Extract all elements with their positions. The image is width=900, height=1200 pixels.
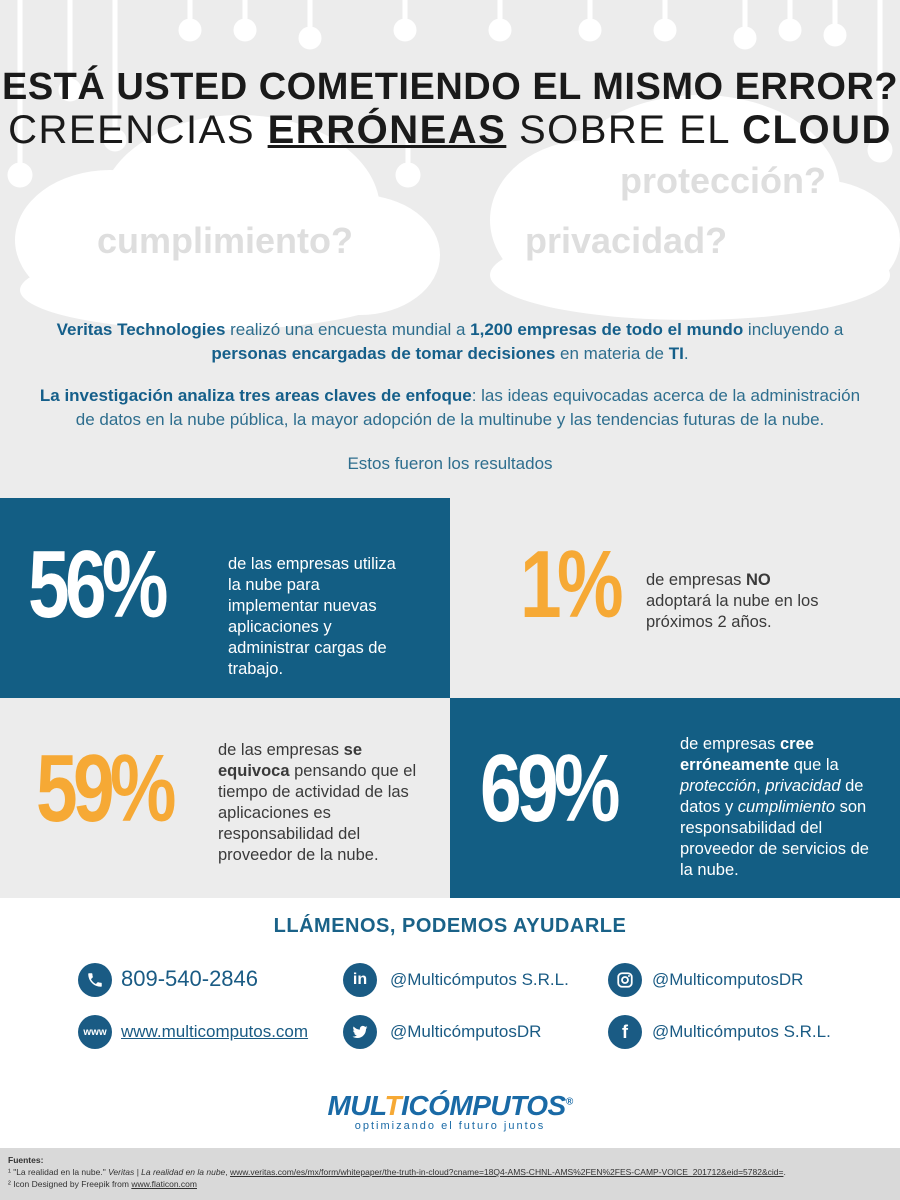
hero-section — [0, 0, 900, 500]
stat-text-part: de datos y — [680, 777, 864, 816]
stat-text-part: de empresas — [646, 571, 746, 589]
stat-text-italic: protección — [680, 777, 757, 795]
facebook-icon[interactable] — [608, 1015, 642, 1049]
subtitle-emphasis: ERRÓNEAS — [267, 108, 507, 152]
twitter-handle[interactable]: @MulticómputosDR — [390, 1022, 542, 1041]
twitter-icon[interactable] — [343, 1015, 377, 1049]
intro-text: Veritas Technologies — [56, 320, 226, 339]
stat-text-emphasis: NO — [745, 571, 771, 589]
stat-text-part: de las empresas — [218, 741, 344, 759]
intro-text: La investigación analiza tres areas claves de enfoque — [39, 386, 472, 405]
intro-text: en materia de — [555, 344, 669, 363]
source-link[interactable]: www.flaticon.com — [131, 1179, 197, 1189]
page-title: ESTÁ USTED COMETIENDO EL MISMO ERROR? — [1, 66, 899, 108]
stat-panel-59 — [0, 698, 450, 898]
stat-text-part: , — [756, 777, 766, 795]
stat-text-part: adoptará la nube en los próximos 2 años. — [646, 592, 819, 631]
stat-panel-1 — [450, 498, 900, 698]
page-subtitle — [0, 108, 900, 153]
intro-text: personas encargadas de tomar decisiones — [211, 344, 556, 363]
sources-footer — [0, 1148, 900, 1200]
logo-tagline: optimizando el futuro juntos — [354, 1120, 546, 1132]
source-text: ¹ "La realidad en la nube." — [8, 1167, 109, 1177]
logo-part: MUL — [327, 1090, 385, 1121]
instagram-handle[interactable]: @MulticomputosDR — [652, 970, 804, 989]
stat-value: 1% — [520, 531, 619, 638]
logo-registered: ® — [565, 1096, 573, 1108]
stat-text-emphasis: cree erróneamente — [680, 735, 814, 774]
cloud-word-cumplimiento: cumplimiento? — [97, 220, 354, 261]
www-glyph: www — [83, 1026, 107, 1038]
linkedin-handle[interactable]: @Multicómputos S.R.L. — [390, 970, 569, 989]
phone-number[interactable]: 809-540-2846 — [121, 966, 259, 991]
website-icon — [78, 1015, 112, 1049]
stat-panel-69 — [450, 698, 900, 898]
stat-value: 59% — [36, 735, 172, 842]
intro-text: : las ideas equivocadas acerca de la administración — [471, 386, 861, 405]
intro-paragraph-2 — [30, 384, 870, 432]
contact-heading: LLÁMENOS, PODEMOS AYUDARLE — [273, 915, 627, 937]
facebook-handle[interactable]: @Multicómputos S.R.L. — [652, 1022, 831, 1041]
cloud-word-proteccion: protección? — [620, 160, 827, 201]
source-text: . — [783, 1167, 786, 1177]
linkedin-icon[interactable] — [343, 963, 377, 997]
stat-text-part: pensando que el tiempo de actividad de las aplicaciones es responsabilidad del proveedor de la nube. — [218, 762, 417, 864]
results-heading: Estos fueron los resultados — [347, 454, 553, 473]
intro-text: 1,200 empresas de todo el mundo — [470, 320, 744, 339]
stat-text-italic: cumplimiento — [737, 798, 836, 816]
instagram-icon[interactable] — [608, 963, 642, 997]
stat-text-italic: privacidad — [765, 777, 841, 795]
stat-text-emphasis: se equivoca — [218, 741, 363, 780]
intro-text: . — [683, 344, 689, 363]
linkedin-glyph: in — [352, 971, 368, 988]
intro-text: de datos en la nube pública, la mayor adopción de la multinube y las tendencias futuras de la nube. — [75, 410, 825, 429]
stat-text-part: que la — [789, 756, 839, 774]
stat-text — [218, 740, 418, 866]
phone-icon — [78, 963, 112, 997]
subtitle-part: SOBRE EL — [506, 108, 743, 152]
intro-text: realizó una encuesta mundial a — [225, 320, 471, 339]
source-link[interactable]: www.veritas.com/es/mx/form/whitepaper/the-truth-in-cloud?cname=18Q4-AMS-CHNL-AMS%2FEN%2FES-CAMP-VOICE_201712&eid=5782&cid= — [230, 1167, 784, 1177]
source-line-1 — [8, 1167, 786, 1177]
stat-text: de las empresas utiliza la nube para implementar nuevas aplicaciones y administrar cargas de trabajo. — [228, 555, 396, 678]
stat-text-part: de empresas — [680, 735, 780, 753]
stat-text — [680, 734, 880, 881]
intro-text: incluyendo a — [743, 320, 844, 339]
intro-text: TI — [668, 344, 684, 363]
sources-label: Fuentes: — [8, 1155, 44, 1165]
stat-text-part: son responsabilidad del proveedor de servicios de la nube. — [680, 798, 869, 879]
source-title: Veritas | La realidad en la nube — [108, 1167, 226, 1177]
source-line-2 — [8, 1179, 197, 1189]
subtitle-cloud: CLOUD — [742, 108, 892, 152]
stat-text — [646, 570, 836, 633]
stat-value: 56% — [28, 531, 164, 638]
stat-value: 69% — [480, 735, 616, 842]
logo-wordmark — [0, 1090, 900, 1122]
stat-panel-56 — [0, 498, 450, 698]
company-logo — [0, 1090, 900, 1132]
source-text: ² Icon Designed by Freepik from — [8, 1179, 132, 1189]
facebook-glyph: f — [622, 1021, 628, 1042]
intro-paragraph-1 — [30, 318, 870, 366]
logo-accent: T — [384, 1090, 402, 1121]
website-link[interactable]: www.multicomputos.com — [121, 1022, 309, 1041]
source-text: , — [225, 1167, 231, 1177]
logo-part: ICÓMPUTOS — [401, 1090, 566, 1121]
subtitle-part: CREENCIAS — [8, 108, 268, 152]
cloud-word-privacidad: privacidad? — [525, 220, 728, 261]
